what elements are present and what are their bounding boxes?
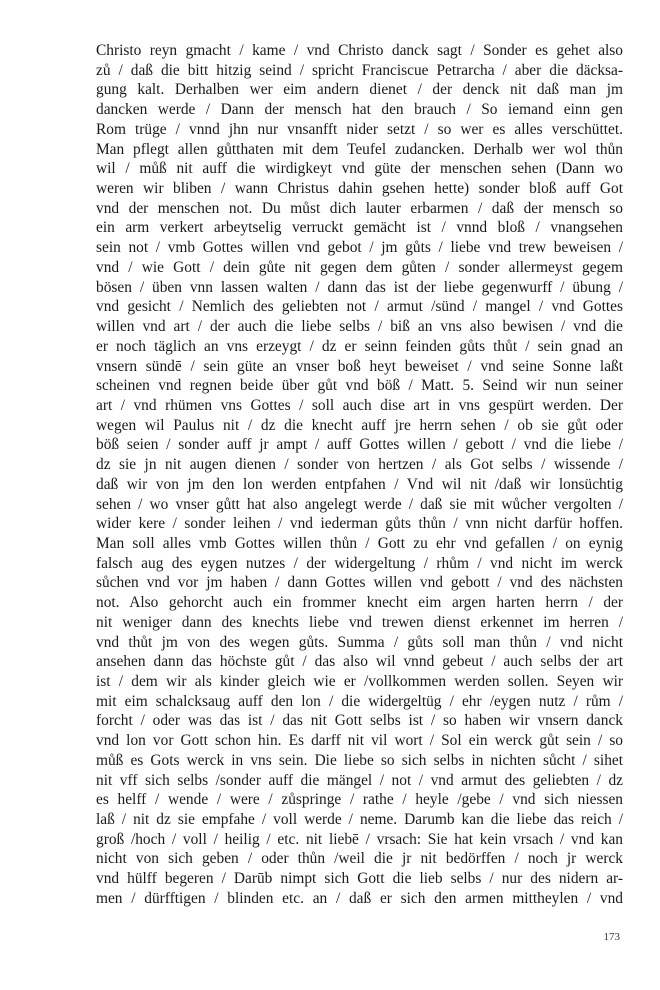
text-line: wil / můß nit auff die wirdigkeyt vnd güte der menschen sehen (Dann wo xyxy=(96,160,623,178)
text-line: falsch aug des eygen nutzes / der widergeltung / rhům / vnd nicht im werck xyxy=(96,554,623,572)
text-line: dancken werde / Dann der mensch hat den brauch / So iemand einn gen xyxy=(96,101,623,119)
text-line: wegen wil Paulus nit / dz die knecht auff jre herrn sehen / ob sie gůt oder xyxy=(96,416,623,434)
text-line: Christo reyn gmacht / kame / vnd Christo danck sagt / Sonder es gehet also xyxy=(96,42,623,59)
text-line: nicht von sich geben / oder thůn /weil die jr nit bedörffen / noch jr werck xyxy=(96,850,623,868)
text-line: men / dürfftigen / blinden etc. an / daß er sich den armen mittheylen / vnd xyxy=(96,889,623,907)
text-line: Man pflegt allen gůtthaten mit dem Teufel zudancken. Derhalb wer wol thůn xyxy=(96,140,623,158)
text-line: es helff / wende / were / zůspringe / rathe / heyle /gebe / vnd sich niessen xyxy=(96,791,623,809)
text-line: Man soll alles vmb Gottes willen thůn / Gott zu ehr vnd gefallen / on eynig xyxy=(96,534,623,552)
text-line: dz sie jn nit augen dienen / sonder von hertzen / als Got selbs / wissende / xyxy=(96,456,623,474)
text-line: ist / dem wir als kinder gleich wie er /vollkommen werden sollen. Seyen wir xyxy=(96,673,623,690)
text-line: vnd der menschen not. Du můst dich lauter erbarmen / daß der mensch so xyxy=(96,199,623,217)
text-line: ansehen dann das höchste gůt / das also wil vnnd gebeut / auch selbs der art xyxy=(96,653,623,671)
text-line: sehen / wo vnser gůtt hat also angelegt werde / daß sie mit wůcher vergolten / xyxy=(96,495,623,513)
text-line: vnd / wie Gott / dein gůte nit gegen dem gůten / sonder allermeyst gegem xyxy=(96,258,623,276)
text-line: sůchen vnd vor jm haben / dann Gottes willen vnd gebott / vnd des nächsten xyxy=(96,574,623,592)
text-body xyxy=(96,41,623,909)
text-line: gung kalt. Derhalben wer eim andern dienet / der denck nit daß man jm xyxy=(96,81,623,99)
text-line: daß wir von jm den lon werden entpfahen / Vnd wil nit /daß wir lonsüchtig xyxy=(96,475,623,493)
text-line: not. Also gehorcht auch ein frommer knecht eim argen harten herrn / der xyxy=(96,594,623,612)
text-line: vnd thůt jm von des wegen gůts. Summa / gůts soll man thůn / vnd nicht xyxy=(96,633,623,651)
text-line: nit vff sich selbs /sonder auff die mängel / not / vnd armut des geliebten / dz xyxy=(96,771,623,789)
text-line: zů / daß die bitt hitzig seind / spricht Franciscue Petrarcha / aber die däcksa- xyxy=(96,61,623,79)
text-line: groß /hoch / voll / heilig / etc. nit liebē / vrsach: Sie hat kein vrsach / vnd kan xyxy=(96,830,623,848)
text-line: nit weniger dann des knechts liebe vnd trewen dienst erkennet im herren / xyxy=(96,613,623,631)
text-line: vnsern sündē / sein güte an vnser boß heyt beweiset / vnd seine Sonne laßt xyxy=(96,357,623,375)
text-line: bösen / üben vnn lassen walten / dann das ist der liebe gegenwurff / übung / xyxy=(96,278,623,296)
text-line: willen vnd art / der auch die liebe selbs / biß an vns also bewisen / vnd die xyxy=(96,318,623,336)
text-line: er noch täglich an vns erzeygt / dz er seinn feinden gůts thůt / sein gnad an xyxy=(96,337,623,355)
text-line: art / vnd rhümen vns Gottes / soll auch dise art in vns gespürt werden. Der xyxy=(96,396,623,414)
text-line: wider kere / sonder leihen / vnd iederman gůts thůn / vnn nicht darfür hoffen. xyxy=(96,515,623,533)
text-line: scheinen vnd regnen beide über gůt vnd böß / Matt. 5. Seind wir nun seiner xyxy=(96,377,623,395)
text-line: vnd hülff begeren / Darūb nimpt sich Gott die lieb selbs / nur des nidern ar- xyxy=(96,870,623,888)
text-line: Rom trüge / vnnd jhn nur vnsanfft nider setzt / so wer es alles verschüttet. xyxy=(96,120,623,138)
text-line: forcht / oder was das ist / das nit Gott selbs ist / so haben wir vnsern danck xyxy=(96,712,623,730)
text-line: böß seien / sonder auff jr ampt / auff Gottes willen / gebott / vnd die liebe / xyxy=(96,436,623,454)
text-line: sein not / vmb Gottes willen vnd gebot / jm gůts / liebe vnd trew beweisen / xyxy=(96,239,623,257)
text-line: vnd lon vor Gott schon hin. Es darff nit vil wort / Sol ein werck gůt sein / so xyxy=(96,732,623,750)
text-line: laß / nit dz sie empfahe / voll werde / neme. Darumb kan die liebe das reich / xyxy=(96,811,623,829)
page-number: 173 xyxy=(603,931,620,943)
text-line: vnd gesicht / Nemlich des geliebten not / armut /sünd / mangel / vnd Gottes xyxy=(96,298,623,316)
text-line: můß es Gots werck in vns sein. Die liebe so sich selbs in nichten sůcht / sihet xyxy=(96,751,623,769)
text-line: weren wir bliben / wann Christus dahin gsehen hette) sonder bloß auff Got xyxy=(96,180,623,198)
text-line: ein arm verkert arbeytselig verruckt gemächt ist / vnnd bloß / vnangsehen xyxy=(96,219,623,237)
text-line: mit eim schalcksaug auff den lon / die widergeltüg / ehr /eygen nutz / rům / xyxy=(96,692,623,710)
